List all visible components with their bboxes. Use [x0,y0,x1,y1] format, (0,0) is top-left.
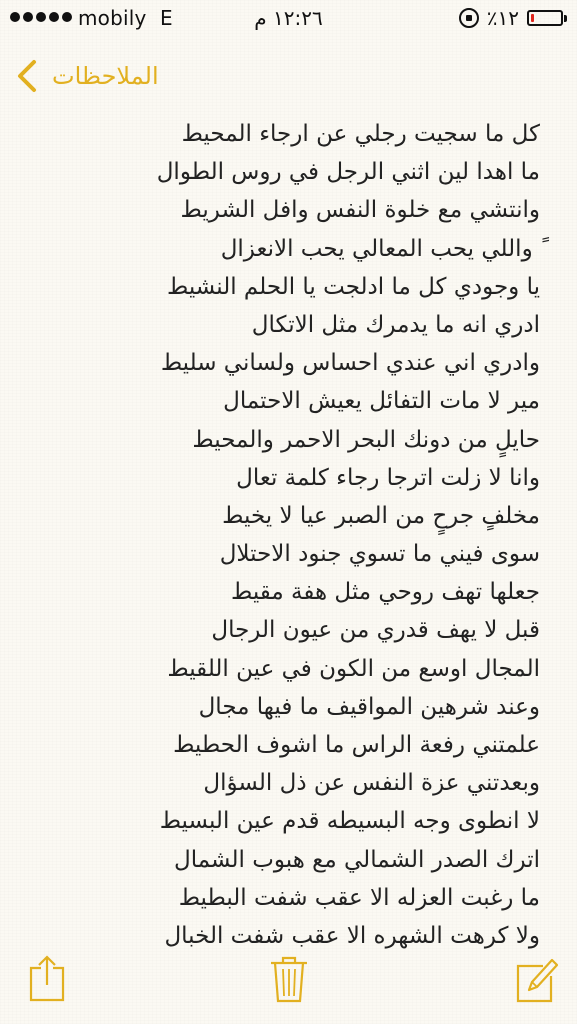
note-line: جعلها تهف روحي مثل هفة مقيط [230,579,540,606]
note-line: وانتشي مع خلوة النفس وافل الشريط [180,197,540,224]
status-bar [0,0,577,40]
back-button-label: الملاحظات [52,62,159,90]
note-line: مير لا مات التفائل يعيش الاحتمال [223,388,540,415]
note-line: ما اهدا لين اثني الرجل في روس الطوال [156,159,540,186]
note-line: مخلفٍ جرحٍ من الصبر عيا لا يخيط [222,502,540,529]
status-time: ١٢:٢٦ م [254,6,323,30]
note-line: ما رغبت العزله الا عقب شفت البطيط [178,884,540,911]
note-line: يا وجودي كل ما ادلجت يا الحلم النشيط [166,273,540,300]
carrier-name: mobily [78,6,147,30]
rotation-lock-icon [459,8,479,28]
battery-percent: ٪١٢ [486,6,519,30]
navigation-bar [0,44,577,108]
note-line: لا انطوى وجه البسيطه قدم عين البسيط [159,808,540,835]
battery-icon [527,10,563,26]
network-type: E [160,6,173,30]
chevron-left-icon [12,54,42,98]
note-line: اترك الصدر الشمالي مع هبوب الشمال [173,846,540,873]
bottom-toolbar [0,924,577,1024]
note-line: سوى فيني ما تسوي جنود الاحتلال [219,541,540,568]
note-line: وبعدتني عزة النفس عن ذل السؤال [203,770,540,797]
note-line: قبل لا يهف قدري من عيون الرجال [211,617,540,644]
note-line: ولا كرهت الشهره الا عقب شفت الخبال [164,922,540,949]
compose-icon[interactable] [513,954,559,1004]
note-line: وادري اني عندي احساس ولساني سليط [160,350,540,377]
note-line: حايلٍ من دونك البحر الاحمر والمحيط [192,426,540,453]
share-icon[interactable] [24,954,70,1004]
note-line: ادري انه ما يدمرك مثل الاتكال [251,311,540,338]
note-body[interactable] [40,115,540,955]
note-line: المجال اوسع من الكون في عين اللقيط [167,655,540,682]
back-button[interactable] [12,54,159,98]
note-line: وعند شرهين المواقيف ما فيها مجال [198,693,540,720]
note-line: وانا لا زلت اترجا رجاء كلمة تعال [236,464,540,491]
battery-level-fill [531,14,534,22]
trash-icon[interactable] [266,954,312,1004]
note-line: ً واللي يحب المعالي يحب الانعزال [220,235,540,262]
status-right-group [459,6,567,30]
note-line: كل ما سجيت رجلي عن ارجاء المحيط [181,121,540,147]
note-line: علمتني رفعة الراس ما اشوف الحطيط [173,732,540,758]
